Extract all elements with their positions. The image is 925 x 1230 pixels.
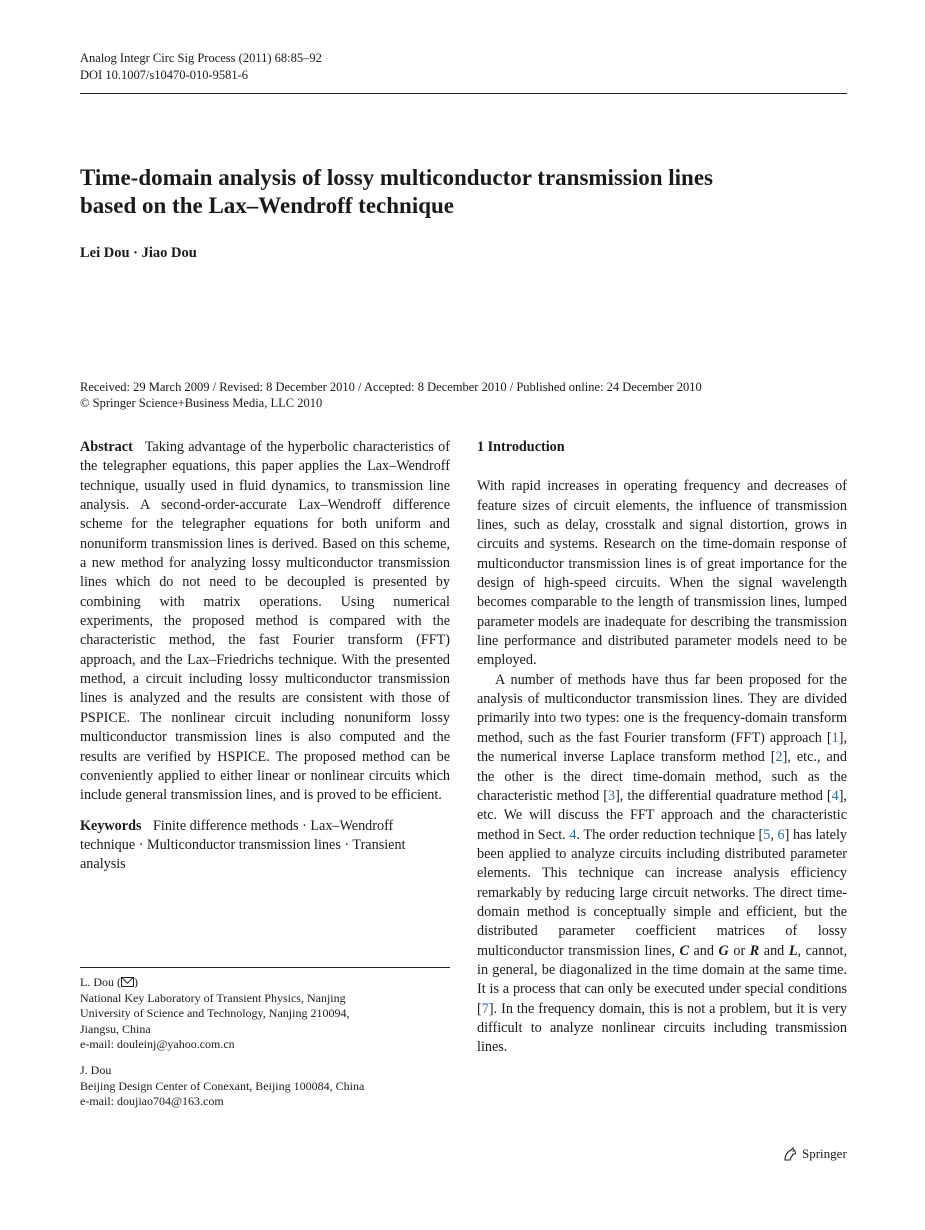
matrix-symbol: R [749, 942, 760, 959]
keywords-text: Finite difference methods · Lax–Wendroff technique · Multiconductor transmission lines · Transient analysis [80, 817, 406, 873]
citation-link[interactable]: 1 [831, 729, 839, 746]
intro-paragraph-2: A number of methods have thus far been proposed for the analysis of multiconductor transmission lines. They are divided primarily into two types: one is the frequency-domain transform method, such as the fast Fourier transform (FFT) approach [1], the numerical inverse Laplace transform method [2], etc., and the other is the direct time-domain method, such as the characteristic method [3], the differential quadrature method [4], etc. We will discuss the FFT approach and the characteristic method in Sect. 4. The order reduction technique [5, 6] has lately been applied to analyze circuits including distributed parameter elements. This technique can increase analysis efficiency remarkably by reducing large circuit networks. The direct time-domain method is conceptually simple and efficient, but the distributed parameter coefficient matrices of lossy multiconductor transmission lines, C and G or R and L, cannot, in general, be diagonalized in the time domain at the same time. It is a process that can only be executed under special conditions [7]. In the frequency domain, this is not a problem, but it is very difficult to analyze nonlinear circuits including transmission lines. [477, 671, 847, 1056]
author-1-name-line: L. Dou ( ) [80, 975, 138, 989]
author-2-email[interactable]: e-mail: doujiao704@163.com [80, 1094, 224, 1109]
doi: DOI 10.1007/s10470-010-9581-6 [80, 68, 249, 82]
author-1-info [80, 975, 450, 1053]
copyright: © Springer Science+Business Media, LLC 2010 [80, 396, 323, 410]
author-2-name: J. Dou [80, 1062, 112, 1077]
matrix-symbol: G [718, 942, 729, 959]
author-footnotes [80, 975, 450, 1120]
citation-link[interactable]: 2 [775, 749, 783, 766]
title-line-2: based on the Lax–Wendroff technique [80, 193, 455, 218]
article-title [80, 164, 847, 220]
intro-paragraph-1: With rapid increases in operating frequency and decreases of feature sizes of circuit elements, the influence of transmission lines, such as delay, crosstalk and signal distortion, grows in circuits and systems. Research on the time-domain response of multiconductor transmission lines is of great importance for the design of high-speed circuits. When the signal wavelength becomes comparable to the length of transmission lines, lumped parameter models are inadequate for describing the transmission line performance and distributed parameter models need to be employed. [477, 478, 847, 669]
abstract-text: Taking advantage of the hyperbolic characteristics of the telegrapher equations, this paper applies the Lax–Wendroff technique, usually used in fluid dynamics, to transmission line analysis. A second-order-accurate Lax–Wendroff difference scheme for the telegrapher equations for both uniform and nonuniform transmission lines is derived. Based on this scheme, a new method for analyzing lossy multiconductor transmission lines which do not need to be decoupled is presented by combining with matrix operations. Using numerical experiments, the proposed method is compared with the characteristic method, the fast Fourier transform (FFT) approach, and the Lax–Friedrichs technique. With the presented method, a circuit including lossy multiconductor transmission lines is analyzed and the results are consistent with those of PSPICE. The nonlinear circuit including nonuniform lossy multiconductor transmission lines is also computed and the results are verified by HSPICE. The proposed method can be conveniently applied to either linear or nonlinear circuits which include general transmission lines, and is proved to be efficient. [80, 439, 450, 804]
author-1-affiliation: Jiangsu, China [80, 1021, 151, 1036]
author-1-affiliation: University of Science and Technology, Nanjing 210094, [80, 1006, 350, 1021]
author-1-affiliation: National Key Laboratory of Transient Physics, Nanjing [80, 990, 346, 1005]
author-2-affiliation: Beijing Design Center of Conexant, Beijing 100084, China [80, 1078, 365, 1093]
journal-citation: Analog Integr Circ Sig Process (2011) 68:85–92 [80, 51, 322, 65]
citation-link[interactable]: 6 [777, 826, 785, 843]
date-history: Received: 29 March 2009 / Revised: 8 December 2010 / Accepted: 8 December 2010 / Published online: 24 December 2010 [80, 380, 702, 394]
citation-link[interactable]: 7 [481, 1000, 489, 1017]
author-1-email[interactable]: e-mail: douleinj@yahoo.com.cn [80, 1037, 235, 1052]
left-column [80, 438, 450, 875]
author-2-info [80, 1063, 450, 1110]
abstract [80, 438, 450, 806]
matrix-symbol: L [788, 942, 798, 959]
envelope-icon[interactable] [121, 977, 134, 987]
section-heading: 1 Introduction [477, 439, 565, 455]
publisher-mark [782, 1146, 847, 1162]
citation-link[interactable]: 4 [831, 787, 839, 804]
running-header [80, 50, 847, 84]
author-list: Lei Dou · Jiao Dou [80, 245, 197, 261]
title-line-1: Time-domain analysis of lossy multiconductor transmission lines [80, 165, 714, 190]
right-column [477, 438, 847, 1058]
keywords [80, 817, 450, 875]
publisher-name: Springer [802, 1146, 847, 1161]
publication-dates [80, 379, 847, 411]
abstract-heading: Abstract [80, 439, 133, 455]
header-divider [80, 93, 847, 94]
citation-link[interactable]: 3 [607, 787, 616, 804]
springer-horse-icon [782, 1146, 798, 1162]
keywords-heading: Keywords [80, 817, 142, 834]
section-link[interactable]: 4 [569, 826, 577, 843]
matrix-symbol: C [679, 942, 689, 959]
footnote-divider [80, 967, 450, 968]
citation-link[interactable]: 5 [763, 826, 771, 843]
